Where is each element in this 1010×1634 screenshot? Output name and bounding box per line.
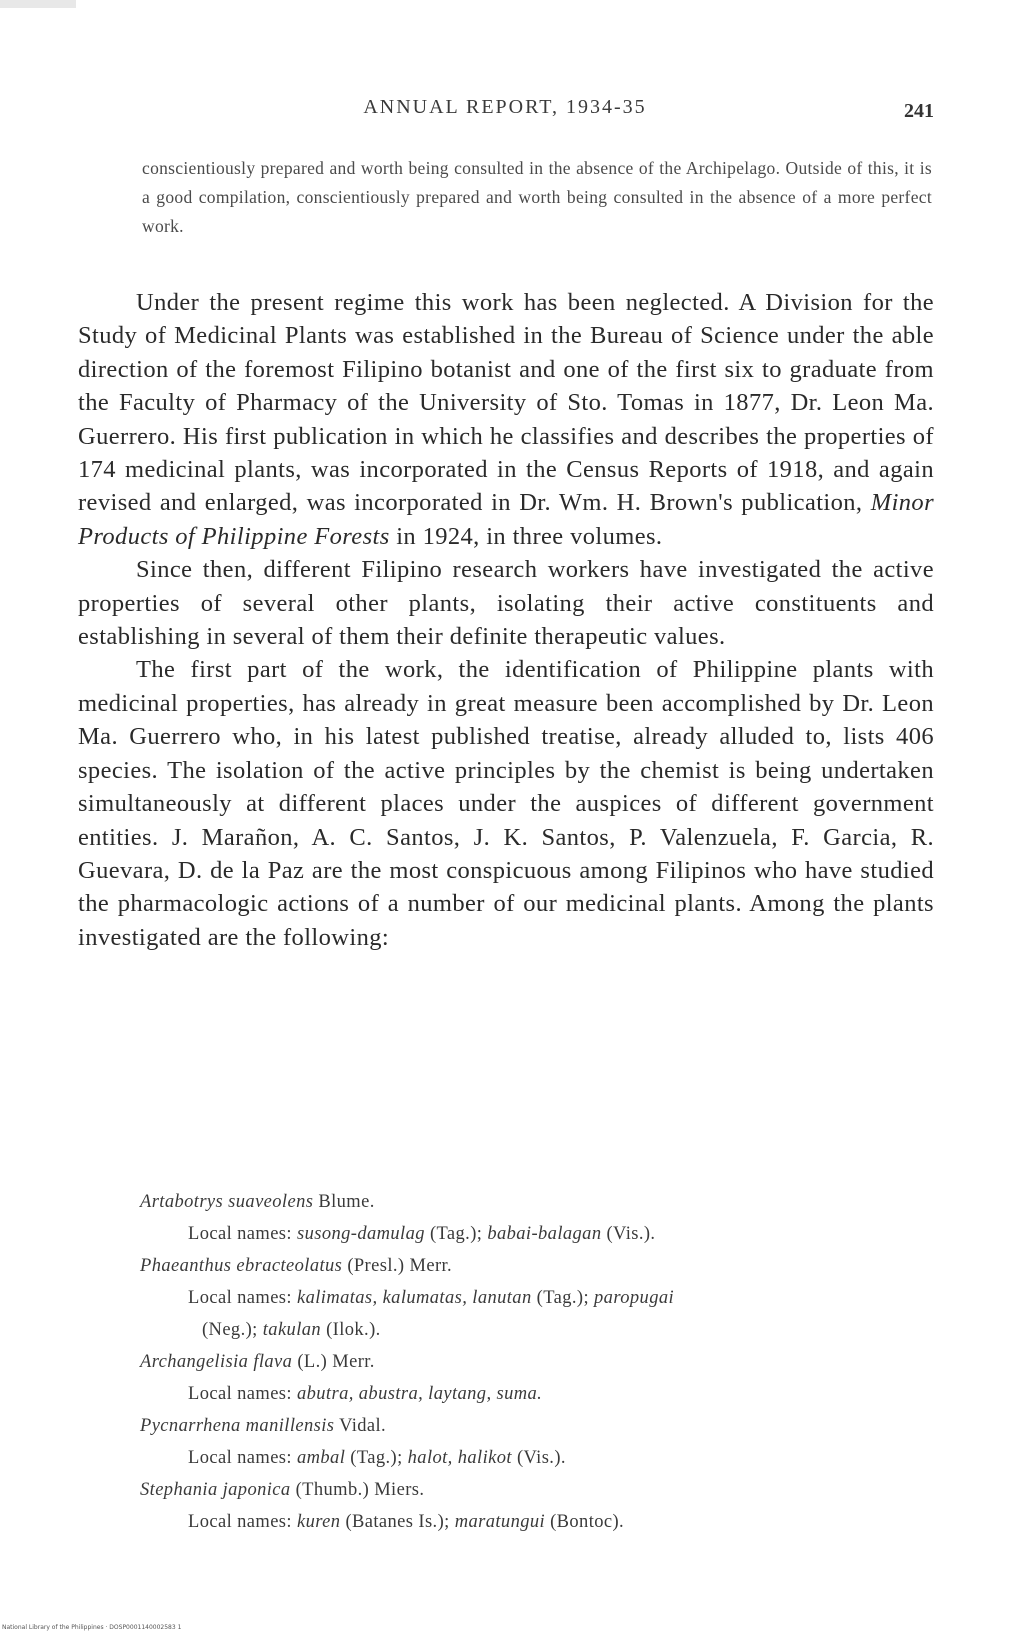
region: (Tag.);	[429, 1224, 483, 1244]
species-entry	[140, 1186, 940, 1250]
region: (Vis.).	[516, 1448, 566, 1468]
vernacular-name: abutra, abustra, laytang, suma.	[296, 1384, 543, 1404]
quoted-passage: conscientiously prepared and worth being consulted in the absence of the Archipelago. Outside of this, it is a good compilation, conscientiously prepared and worth being consulted in the absence of a more perfect work.	[142, 158, 932, 236]
region: (Neg.);	[202, 1320, 258, 1340]
authority: (Presl.) Merr.	[347, 1256, 453, 1276]
species-entry	[140, 1474, 940, 1538]
local-names-label: Local names:	[188, 1448, 292, 1468]
scientific-name: Stephania japonica	[140, 1480, 291, 1500]
local-names	[188, 1442, 940, 1474]
body-text	[78, 286, 934, 954]
running-title: ANNUAL REPORT, 1934-35	[363, 96, 647, 118]
region: (Batanes Is.);	[345, 1512, 450, 1532]
species-heading	[140, 1410, 940, 1442]
local-names-label: Local names:	[188, 1288, 292, 1308]
species-heading	[140, 1250, 940, 1282]
paragraph-2: Since then, different Filipino research workers have investigated the active properties of several other plants, isolating their active constituents and establishing in several of them their definite therapeutic values.	[78, 556, 934, 651]
page-number: 241	[904, 100, 934, 122]
local-names-label: Local names:	[188, 1512, 292, 1532]
vernacular-name: kalimatas, kalumatas, lanutan	[296, 1288, 532, 1308]
species-entry	[140, 1250, 940, 1346]
region: (Tag.);	[350, 1448, 403, 1468]
region: (Tag.);	[536, 1288, 589, 1308]
region: (Ilok.).	[326, 1320, 381, 1340]
scientific-name: Artabotrys suaveolens	[140, 1192, 314, 1212]
local-names	[188, 1506, 940, 1538]
region: (Bontoc).	[550, 1512, 625, 1532]
scan-footer-note: National Library of the Philippines · DOSP0001140002583 1	[2, 1624, 182, 1631]
species-heading	[140, 1186, 940, 1218]
paragraph-1	[78, 286, 934, 553]
scientific-name: Archangelisia flava	[140, 1352, 293, 1372]
species-entry	[140, 1410, 940, 1474]
vernacular-name: paropugai	[594, 1288, 675, 1308]
vernacular-name: halot, halikot	[407, 1448, 512, 1468]
vernacular-name: babai-balagan	[487, 1224, 602, 1244]
paragraph-1-start: Under the present regime this work has been neglected. A Division for the Study of Medicinal Plants was established in the Bureau of Science under the able direction of the foremost Filipino botanist and one of the first six to graduate from the Faculty of Pharmacy of the University of Sto. Tomas in 1877, Dr. Leon Ma. Guerrero. His first publication in which he classifies and describes the properties of 174 medicinal plants, was incorporated in the Census Reports of 1918, and again revised and enlarged, was incorporated in Dr. Wm. H. Brown's publication,	[78, 289, 934, 517]
species-list	[140, 1186, 940, 1538]
scientific-name: Pycnarrhena manillensis	[140, 1416, 335, 1436]
vernacular-name: kuren	[296, 1512, 341, 1532]
authority: (Thumb.) Miers.	[295, 1480, 425, 1500]
region: (Vis.).	[606, 1224, 656, 1244]
authority: Blume.	[318, 1192, 375, 1212]
local-names-label: Local names:	[188, 1224, 292, 1244]
paragraph-1-end: in 1924, in three volumes.	[396, 522, 663, 550]
page-header	[0, 96, 1010, 136]
local-names	[188, 1282, 940, 1346]
authority: (L.) Merr.	[297, 1352, 375, 1372]
local-names-label: Local names:	[188, 1384, 292, 1404]
local-names	[188, 1218, 940, 1250]
scientific-name: Phaeanthus ebracteolatus	[140, 1256, 343, 1276]
species-heading	[140, 1346, 940, 1378]
species-heading	[140, 1474, 940, 1506]
vernacular-name: maratungui	[454, 1512, 546, 1532]
paragraph-3: The first part of the work, the identification of Philippine plants with medicinal properties, has already in great measure been accomplished by Dr. Leon Ma. Guerrero who, in his latest published treatise, already alluded to, lists 406 species. The isolation of the active principles by the chemist is being undertaken simultaneously at different places under the auspices of different government entities. J. Marañon, A. C. Santos, J. K. Santos, P. Valenzuela, F. Garcia, R. Guevara, D. de la Paz are the most conspicuous among Filipinos who have studied the pharmacologic actions of a number of our medicinal plants. Among the plants investigated are the following:	[78, 656, 934, 951]
authority: Vidal.	[339, 1416, 387, 1436]
vernacular-name: susong-damulag	[296, 1224, 425, 1244]
vernacular-name: ambal	[296, 1448, 346, 1468]
vernacular-name: takulan	[262, 1320, 322, 1340]
book-title: Minor Products of Philippine Forests	[78, 489, 935, 550]
scan-corner-mark	[0, 0, 76, 8]
species-entry	[140, 1346, 940, 1410]
local-names	[188, 1378, 940, 1410]
